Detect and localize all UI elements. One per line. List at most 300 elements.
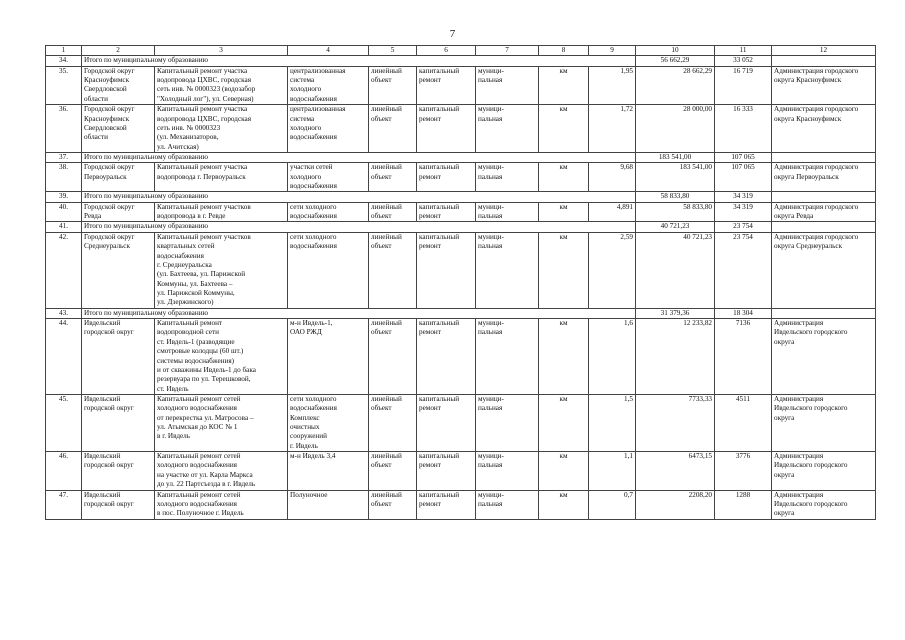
object-name-cell bbox=[155, 232, 288, 308]
cell-line: Ивдельский bbox=[84, 452, 121, 461]
row-number: 39. bbox=[46, 192, 82, 202]
work-type-cell bbox=[417, 394, 476, 451]
header-cell-3: 3 bbox=[155, 46, 288, 56]
table-row bbox=[46, 490, 876, 519]
cost-cell: 28 662,29 bbox=[636, 66, 715, 104]
object-name-cell bbox=[155, 202, 288, 222]
cost-cell: 6473,15 bbox=[636, 452, 715, 490]
cost-cell: 7733,33 bbox=[636, 394, 715, 451]
cell-line: пальная bbox=[478, 172, 503, 181]
cell-line: округа Красноуфимск bbox=[774, 76, 842, 85]
municipality-cell bbox=[82, 319, 155, 395]
cell-line: Городской округ bbox=[84, 105, 135, 114]
subtotal-col11: 33 052 bbox=[715, 56, 772, 66]
cell-line: муници- bbox=[478, 66, 504, 75]
administrator-cell bbox=[772, 452, 876, 490]
cell-line: пальная bbox=[478, 499, 503, 508]
cost-cell: 28 000,00 bbox=[636, 105, 715, 153]
cell-line: ул. Парижской Коммуны, bbox=[157, 288, 235, 297]
unit-cell: км bbox=[539, 319, 589, 395]
cell-line: в г. Ивдель bbox=[157, 432, 191, 441]
unit-cell: км bbox=[539, 490, 589, 519]
cell-line: капитальный bbox=[419, 394, 460, 403]
object-type-cell bbox=[369, 490, 417, 519]
cell-line: линейный bbox=[371, 202, 402, 211]
quantity-cell: 1,6 bbox=[589, 319, 636, 395]
system-cell bbox=[288, 232, 369, 308]
header-cell-4: 4 bbox=[288, 46, 369, 56]
cell-line: пальная bbox=[478, 461, 503, 470]
work-type-cell bbox=[417, 66, 476, 104]
cell-line: пальная bbox=[478, 114, 503, 123]
object-type-cell bbox=[369, 202, 417, 222]
ownership-cell bbox=[476, 490, 539, 519]
unit-cell: км bbox=[539, 66, 589, 104]
subtotal-col11: 107 065 bbox=[715, 152, 772, 162]
object-name-cell bbox=[155, 394, 288, 451]
cell-line: ремонт bbox=[419, 328, 441, 337]
subtotal-label: Итого по муниципальному образованию bbox=[82, 56, 636, 66]
cell-line: водопровода г. Первоуральск bbox=[157, 172, 246, 181]
administrator-cell bbox=[772, 202, 876, 222]
table-row bbox=[46, 232, 876, 308]
cell-line: пальная bbox=[478, 328, 503, 337]
ownership-cell bbox=[476, 452, 539, 490]
cell-line: водопровода ЦХВС, городская bbox=[157, 114, 252, 123]
ownership-cell bbox=[476, 163, 539, 192]
table-row bbox=[46, 163, 876, 192]
cost-share-cell: 34 319 bbox=[715, 202, 772, 222]
subtotal-col11: 23 754 bbox=[715, 222, 772, 232]
header-cell-7: 7 bbox=[476, 46, 539, 56]
cell-line: водоснабжения bbox=[290, 242, 337, 251]
cell-line: муници- bbox=[478, 105, 504, 114]
municipality-cell bbox=[82, 202, 155, 222]
cell-line: холодного bbox=[290, 85, 322, 94]
cell-line: водоснабжения bbox=[157, 251, 204, 260]
cell-line: Ивдельского городского bbox=[774, 461, 848, 470]
cost-cell: 40 721,23 bbox=[636, 232, 715, 308]
work-type-cell bbox=[417, 163, 476, 192]
cell-line: муници- bbox=[478, 394, 504, 403]
unit-cell: км bbox=[539, 452, 589, 490]
empty-cell bbox=[772, 56, 876, 66]
table-row bbox=[46, 452, 876, 490]
cell-line: водоснабжения bbox=[290, 133, 337, 142]
cell-line: капитальный bbox=[419, 163, 460, 172]
cell-line: линейный bbox=[371, 105, 402, 114]
row-number: 42. bbox=[46, 232, 82, 308]
table-row bbox=[46, 105, 876, 153]
cell-line: Капитальный ремонт сетей bbox=[157, 490, 241, 499]
quantity-cell: 9,68 bbox=[589, 163, 636, 192]
administrator-cell bbox=[772, 232, 876, 308]
empty-cell bbox=[772, 222, 876, 232]
cost-share-cell: 7136 bbox=[715, 319, 772, 395]
cell-line: м-н Ивдель 3,4 bbox=[290, 452, 336, 461]
administrator-cell bbox=[772, 319, 876, 395]
system-cell bbox=[288, 105, 369, 153]
object-name-cell bbox=[155, 319, 288, 395]
cell-line: муници- bbox=[478, 490, 504, 499]
row-number: 37. bbox=[46, 152, 82, 162]
cell-line: сеть инв. № 0000323 bbox=[157, 123, 221, 132]
header-cell-2: 2 bbox=[82, 46, 155, 56]
cell-line: Администрация городского bbox=[774, 202, 859, 211]
cell-line: Администрация городского bbox=[774, 66, 859, 75]
cell-line: Полуночное bbox=[290, 490, 328, 499]
cost-share-cell: 107 065 bbox=[715, 163, 772, 192]
cell-line: сооружений bbox=[290, 432, 327, 441]
work-type-cell bbox=[417, 319, 476, 395]
cell-line: Ивдельского городского bbox=[774, 404, 848, 413]
subtotal-label: Итого по муниципальному образованию bbox=[82, 192, 636, 202]
cost-share-cell: 1288 bbox=[715, 490, 772, 519]
cell-line: Администрация bbox=[774, 319, 824, 328]
unit-cell: км bbox=[539, 163, 589, 192]
cost-cell: 183 541,00 bbox=[636, 163, 715, 192]
row-number: 45. bbox=[46, 394, 82, 451]
cell-line: резервуара по ул. Терешковой, bbox=[157, 375, 251, 384]
ownership-cell bbox=[476, 319, 539, 395]
cost-share-cell: 23 754 bbox=[715, 232, 772, 308]
cell-line: Ивдельский bbox=[84, 319, 121, 328]
cell-line: капитальный bbox=[419, 319, 460, 328]
cell-line: централизованная bbox=[290, 66, 346, 75]
cost-share-cell: 3776 bbox=[715, 452, 772, 490]
cell-line: г. Среднеуральска bbox=[157, 260, 212, 269]
cell-line: Капитальный ремонт участка bbox=[157, 66, 248, 75]
subtotal-label: Итого по муниципальному образованию bbox=[82, 308, 636, 318]
row-number: 46. bbox=[46, 452, 82, 490]
municipality-cell bbox=[82, 66, 155, 104]
object-type-cell bbox=[369, 163, 417, 192]
cell-line: (ул. Механизаторов, bbox=[157, 133, 219, 142]
cost-share-cell: 4511 bbox=[715, 394, 772, 451]
cell-line: Капитальный ремонт участков bbox=[157, 232, 251, 241]
cell-line: Администрация bbox=[774, 394, 824, 403]
cell-line: округа Ревда bbox=[774, 212, 814, 221]
ownership-cell bbox=[476, 66, 539, 104]
object-type-cell bbox=[369, 452, 417, 490]
cell-line: городской округ bbox=[84, 328, 134, 337]
cell-line: Городской округ bbox=[84, 202, 135, 211]
system-cell bbox=[288, 66, 369, 104]
cell-line: водопровода в г. Ревде bbox=[157, 212, 226, 221]
subtotal-col10: 183 541,00 bbox=[636, 152, 715, 162]
cell-line: (ул. Бахтеева, ул. Парижской bbox=[157, 270, 246, 279]
system-cell bbox=[288, 452, 369, 490]
header-cell-8: 8 bbox=[539, 46, 589, 56]
subtotal-col10: 56 662,29 bbox=[636, 56, 715, 66]
ownership-cell bbox=[476, 105, 539, 153]
header-cell-9: 9 bbox=[589, 46, 636, 56]
cell-line: Ивдельский bbox=[84, 490, 121, 499]
cell-line: капитальный bbox=[419, 490, 460, 499]
cell-line: Свердловской bbox=[84, 123, 127, 132]
cell-line: линейный bbox=[371, 490, 402, 499]
system-cell bbox=[288, 202, 369, 222]
cell-line: Ивдельского городского bbox=[774, 328, 848, 337]
ownership-cell bbox=[476, 202, 539, 222]
municipality-cell bbox=[82, 490, 155, 519]
cell-line: Капитальный ремонт сетей bbox=[157, 452, 241, 461]
municipality-cell bbox=[82, 163, 155, 192]
empty-cell bbox=[772, 152, 876, 162]
cell-line: капитальный bbox=[419, 232, 460, 241]
subtotal-row bbox=[46, 152, 876, 162]
cell-line: водоснабжения bbox=[290, 94, 337, 103]
row-number: 41. bbox=[46, 222, 82, 232]
cell-line: округа Среднеуральск bbox=[774, 242, 843, 251]
cell-line: Красноуфимск bbox=[84, 76, 130, 85]
cost-share-cell: 16 333 bbox=[715, 105, 772, 153]
cell-line: объект bbox=[371, 212, 392, 221]
cell-line: Капитальный ремонт сетей bbox=[157, 394, 241, 403]
cell-line: системы водоснабжения) bbox=[157, 356, 235, 365]
cell-line: муници- bbox=[478, 202, 504, 211]
cell-line: Ивдельский bbox=[84, 394, 121, 403]
cell-line: водоснабжения bbox=[290, 212, 337, 221]
cell-line: округа bbox=[774, 509, 795, 518]
cost-cell: 12 233,82 bbox=[636, 319, 715, 395]
work-type-cell bbox=[417, 105, 476, 153]
cell-line: Капитальный ремонт участка bbox=[157, 105, 248, 114]
cell-line: ст. Ивдель-1 (разводящие bbox=[157, 337, 235, 346]
unit-cell: км bbox=[539, 232, 589, 308]
table-row bbox=[46, 66, 876, 104]
row-number: 47. bbox=[46, 490, 82, 519]
object-type-cell bbox=[369, 105, 417, 153]
cell-line: Городской округ bbox=[84, 66, 135, 75]
row-number: 44. bbox=[46, 319, 82, 395]
municipality-cell bbox=[82, 232, 155, 308]
subtotal-row bbox=[46, 192, 876, 202]
cell-line: муници- bbox=[478, 319, 504, 328]
work-type-cell bbox=[417, 490, 476, 519]
cost-cell: 58 833,80 bbox=[636, 202, 715, 222]
cell-line: объект bbox=[371, 242, 392, 251]
cell-line: ОАО РЖД bbox=[290, 328, 322, 337]
cell-line: линейный bbox=[371, 163, 402, 172]
system-cell bbox=[288, 490, 369, 519]
cell-line: округа Первоуральск bbox=[774, 172, 839, 181]
header-cell-12: 12 bbox=[772, 46, 876, 56]
cell-line: городской округ bbox=[84, 404, 134, 413]
object-name-cell bbox=[155, 66, 288, 104]
administrator-cell bbox=[772, 66, 876, 104]
cell-line: водоснабжения bbox=[290, 182, 337, 191]
cell-line: сеть инв. № 0000323 (водозабор bbox=[157, 85, 256, 94]
object-type-cell bbox=[369, 66, 417, 104]
cell-line: холодного водоснабжения bbox=[157, 499, 237, 508]
table-row bbox=[46, 202, 876, 222]
object-name-cell bbox=[155, 490, 288, 519]
cell-line: Городской округ bbox=[84, 232, 135, 241]
cell-line: Первоуральск bbox=[84, 172, 127, 181]
cell-line: холодного водоснабжения bbox=[157, 461, 237, 470]
object-name-cell bbox=[155, 163, 288, 192]
administrator-cell bbox=[772, 490, 876, 519]
cell-line: Ивдельского городского bbox=[774, 499, 848, 508]
cell-line: Капитальный ремонт bbox=[157, 319, 223, 328]
header-cell-1: 1 bbox=[46, 46, 82, 56]
empty-cell bbox=[772, 308, 876, 318]
cell-line: Коммуны, ул. Бахтеева – bbox=[157, 279, 233, 288]
cell-line: капитальный bbox=[419, 202, 460, 211]
cell-line: в пос. Полуночное г. Ивдель bbox=[157, 509, 244, 518]
cell-line: ремонт bbox=[419, 76, 441, 85]
work-type-cell bbox=[417, 452, 476, 490]
page-number: 7 bbox=[449, 28, 456, 40]
cell-line: округа bbox=[774, 337, 795, 346]
cell-line: ул. Дзержинского) bbox=[157, 298, 214, 307]
quantity-cell: 1,95 bbox=[589, 66, 636, 104]
subtotal-row bbox=[46, 56, 876, 66]
system-cell bbox=[288, 394, 369, 451]
row-number: 36. bbox=[46, 105, 82, 153]
header-cell-5: 5 bbox=[369, 46, 417, 56]
cell-line: Капитальный ремонт участка bbox=[157, 163, 248, 172]
object-name-cell bbox=[155, 105, 288, 153]
cell-line: очистных bbox=[290, 423, 320, 432]
header-cell-11: 11 bbox=[715, 46, 772, 56]
row-number: 38. bbox=[46, 163, 82, 192]
cell-line: г. Ивдель bbox=[290, 441, 318, 450]
cell-line: объект bbox=[371, 404, 392, 413]
cell-line: сети холодного bbox=[290, 202, 337, 211]
data-table bbox=[45, 45, 876, 520]
cell-line: области bbox=[84, 133, 109, 142]
cell-line: объект bbox=[371, 461, 392, 470]
cell-line: капитальный bbox=[419, 66, 460, 75]
cell-line: ст. Ивдель bbox=[157, 384, 189, 393]
work-type-cell bbox=[417, 202, 476, 222]
subtotal-col10: 58 833,80 bbox=[636, 192, 715, 202]
quantity-cell: 2,59 bbox=[589, 232, 636, 308]
cell-line: и от скважины Ивдель-1 до бака bbox=[157, 365, 256, 374]
cell-line: Городской округ bbox=[84, 163, 135, 172]
cell-line: Администрация городского bbox=[774, 232, 859, 241]
cell-line: ул. Атымская до КОС № 1 bbox=[157, 423, 238, 432]
subtotal-col11: 18 304 bbox=[715, 308, 772, 318]
subtotal-col10: 31 379,36 bbox=[636, 308, 715, 318]
row-number: 34. bbox=[46, 56, 82, 66]
subtotal-row bbox=[46, 222, 876, 232]
header-cell-10: 10 bbox=[636, 46, 715, 56]
cell-line: округа bbox=[774, 470, 795, 479]
cell-line: Ревда bbox=[84, 212, 102, 221]
unit-cell: км bbox=[539, 202, 589, 222]
unit-cell: км bbox=[539, 394, 589, 451]
cell-line: Свердловской bbox=[84, 85, 127, 94]
quantity-cell: 1,72 bbox=[589, 105, 636, 153]
cell-line: Капитальный ремонт участков bbox=[157, 202, 251, 211]
cell-line: линейный bbox=[371, 452, 402, 461]
cell-line: линейный bbox=[371, 66, 402, 75]
cell-line: смотровые колодцы (60 шт.) bbox=[157, 347, 244, 356]
subtotal-col10: 40 721,23 bbox=[636, 222, 715, 232]
quantity-cell: 1,1 bbox=[589, 452, 636, 490]
cell-line: объект bbox=[371, 499, 392, 508]
cell-line: ремонт bbox=[419, 461, 441, 470]
cell-line: водопроводной сети bbox=[157, 328, 219, 337]
cell-line: пальная bbox=[478, 242, 503, 251]
cell-line: области bbox=[84, 94, 109, 103]
cell-line: водоснабжения bbox=[290, 404, 337, 413]
cell-line: до ул. 22 Партсъезда в г. Ивдель bbox=[157, 480, 256, 489]
table-row bbox=[46, 394, 876, 451]
cell-line: городской округ bbox=[84, 461, 134, 470]
cell-line: Среднеуральск bbox=[84, 242, 130, 251]
cell-line: пальная bbox=[478, 404, 503, 413]
header-row bbox=[46, 46, 876, 56]
cell-line: Комплекс bbox=[290, 413, 320, 422]
cell-line: ремонт bbox=[419, 114, 441, 123]
cell-line: муници- bbox=[478, 232, 504, 241]
cell-line: ремонт bbox=[419, 242, 441, 251]
ownership-cell bbox=[476, 232, 539, 308]
cell-line: округа bbox=[774, 413, 795, 422]
quantity-cell: 1,5 bbox=[589, 394, 636, 451]
object-name-cell bbox=[155, 452, 288, 490]
cell-line: ремонт bbox=[419, 499, 441, 508]
subtotal-col11: 34 319 bbox=[715, 192, 772, 202]
administrator-cell bbox=[772, 163, 876, 192]
cell-line: линейный bbox=[371, 319, 402, 328]
cell-line: городской округ bbox=[84, 499, 134, 508]
cell-line: сети холодного bbox=[290, 232, 337, 241]
cell-line: пальная bbox=[478, 76, 503, 85]
cell-line: холодного bbox=[290, 172, 322, 181]
object-type-cell bbox=[369, 394, 417, 451]
cell-line: квартальных сетей bbox=[157, 242, 215, 251]
cell-line: Администрация bbox=[774, 490, 824, 499]
work-type-cell bbox=[417, 232, 476, 308]
cell-line: участки сетей bbox=[290, 163, 333, 172]
administrator-cell bbox=[772, 105, 876, 153]
cell-line: объект bbox=[371, 172, 392, 181]
cell-line: капитальный bbox=[419, 452, 460, 461]
cell-line: Администрация bbox=[774, 452, 824, 461]
cell-line: от перекрестка ул. Матросова – bbox=[157, 413, 254, 422]
cell-line: система bbox=[290, 114, 315, 123]
cell-line: Красноуфимск bbox=[84, 114, 130, 123]
cost-cell: 2208,20 bbox=[636, 490, 715, 519]
quantity-cell: 0,7 bbox=[589, 490, 636, 519]
administrator-cell bbox=[772, 394, 876, 451]
table-row bbox=[46, 319, 876, 395]
empty-cell bbox=[772, 192, 876, 202]
row-number: 40. bbox=[46, 202, 82, 222]
cell-line: линейный bbox=[371, 232, 402, 241]
municipality-cell bbox=[82, 394, 155, 451]
cell-line: ул. Ачитская) bbox=[157, 142, 199, 151]
subtotal-row bbox=[46, 308, 876, 318]
cell-line: Администрация городского bbox=[774, 105, 859, 114]
cost-share-cell: 16 719 bbox=[715, 66, 772, 104]
cell-line: капитальный bbox=[419, 105, 460, 114]
ownership-cell bbox=[476, 394, 539, 451]
cell-line: холодного водоснабжения bbox=[157, 404, 237, 413]
cell-line: централизованная bbox=[290, 105, 346, 114]
cell-line: Администрация городского bbox=[774, 163, 859, 172]
subtotal-label: Итого по муниципальному образованию bbox=[82, 222, 636, 232]
cell-line: линейный bbox=[371, 394, 402, 403]
unit-cell: км bbox=[539, 105, 589, 153]
cell-line: объект bbox=[371, 328, 392, 337]
cell-line: округа Красноуфимск bbox=[774, 114, 842, 123]
